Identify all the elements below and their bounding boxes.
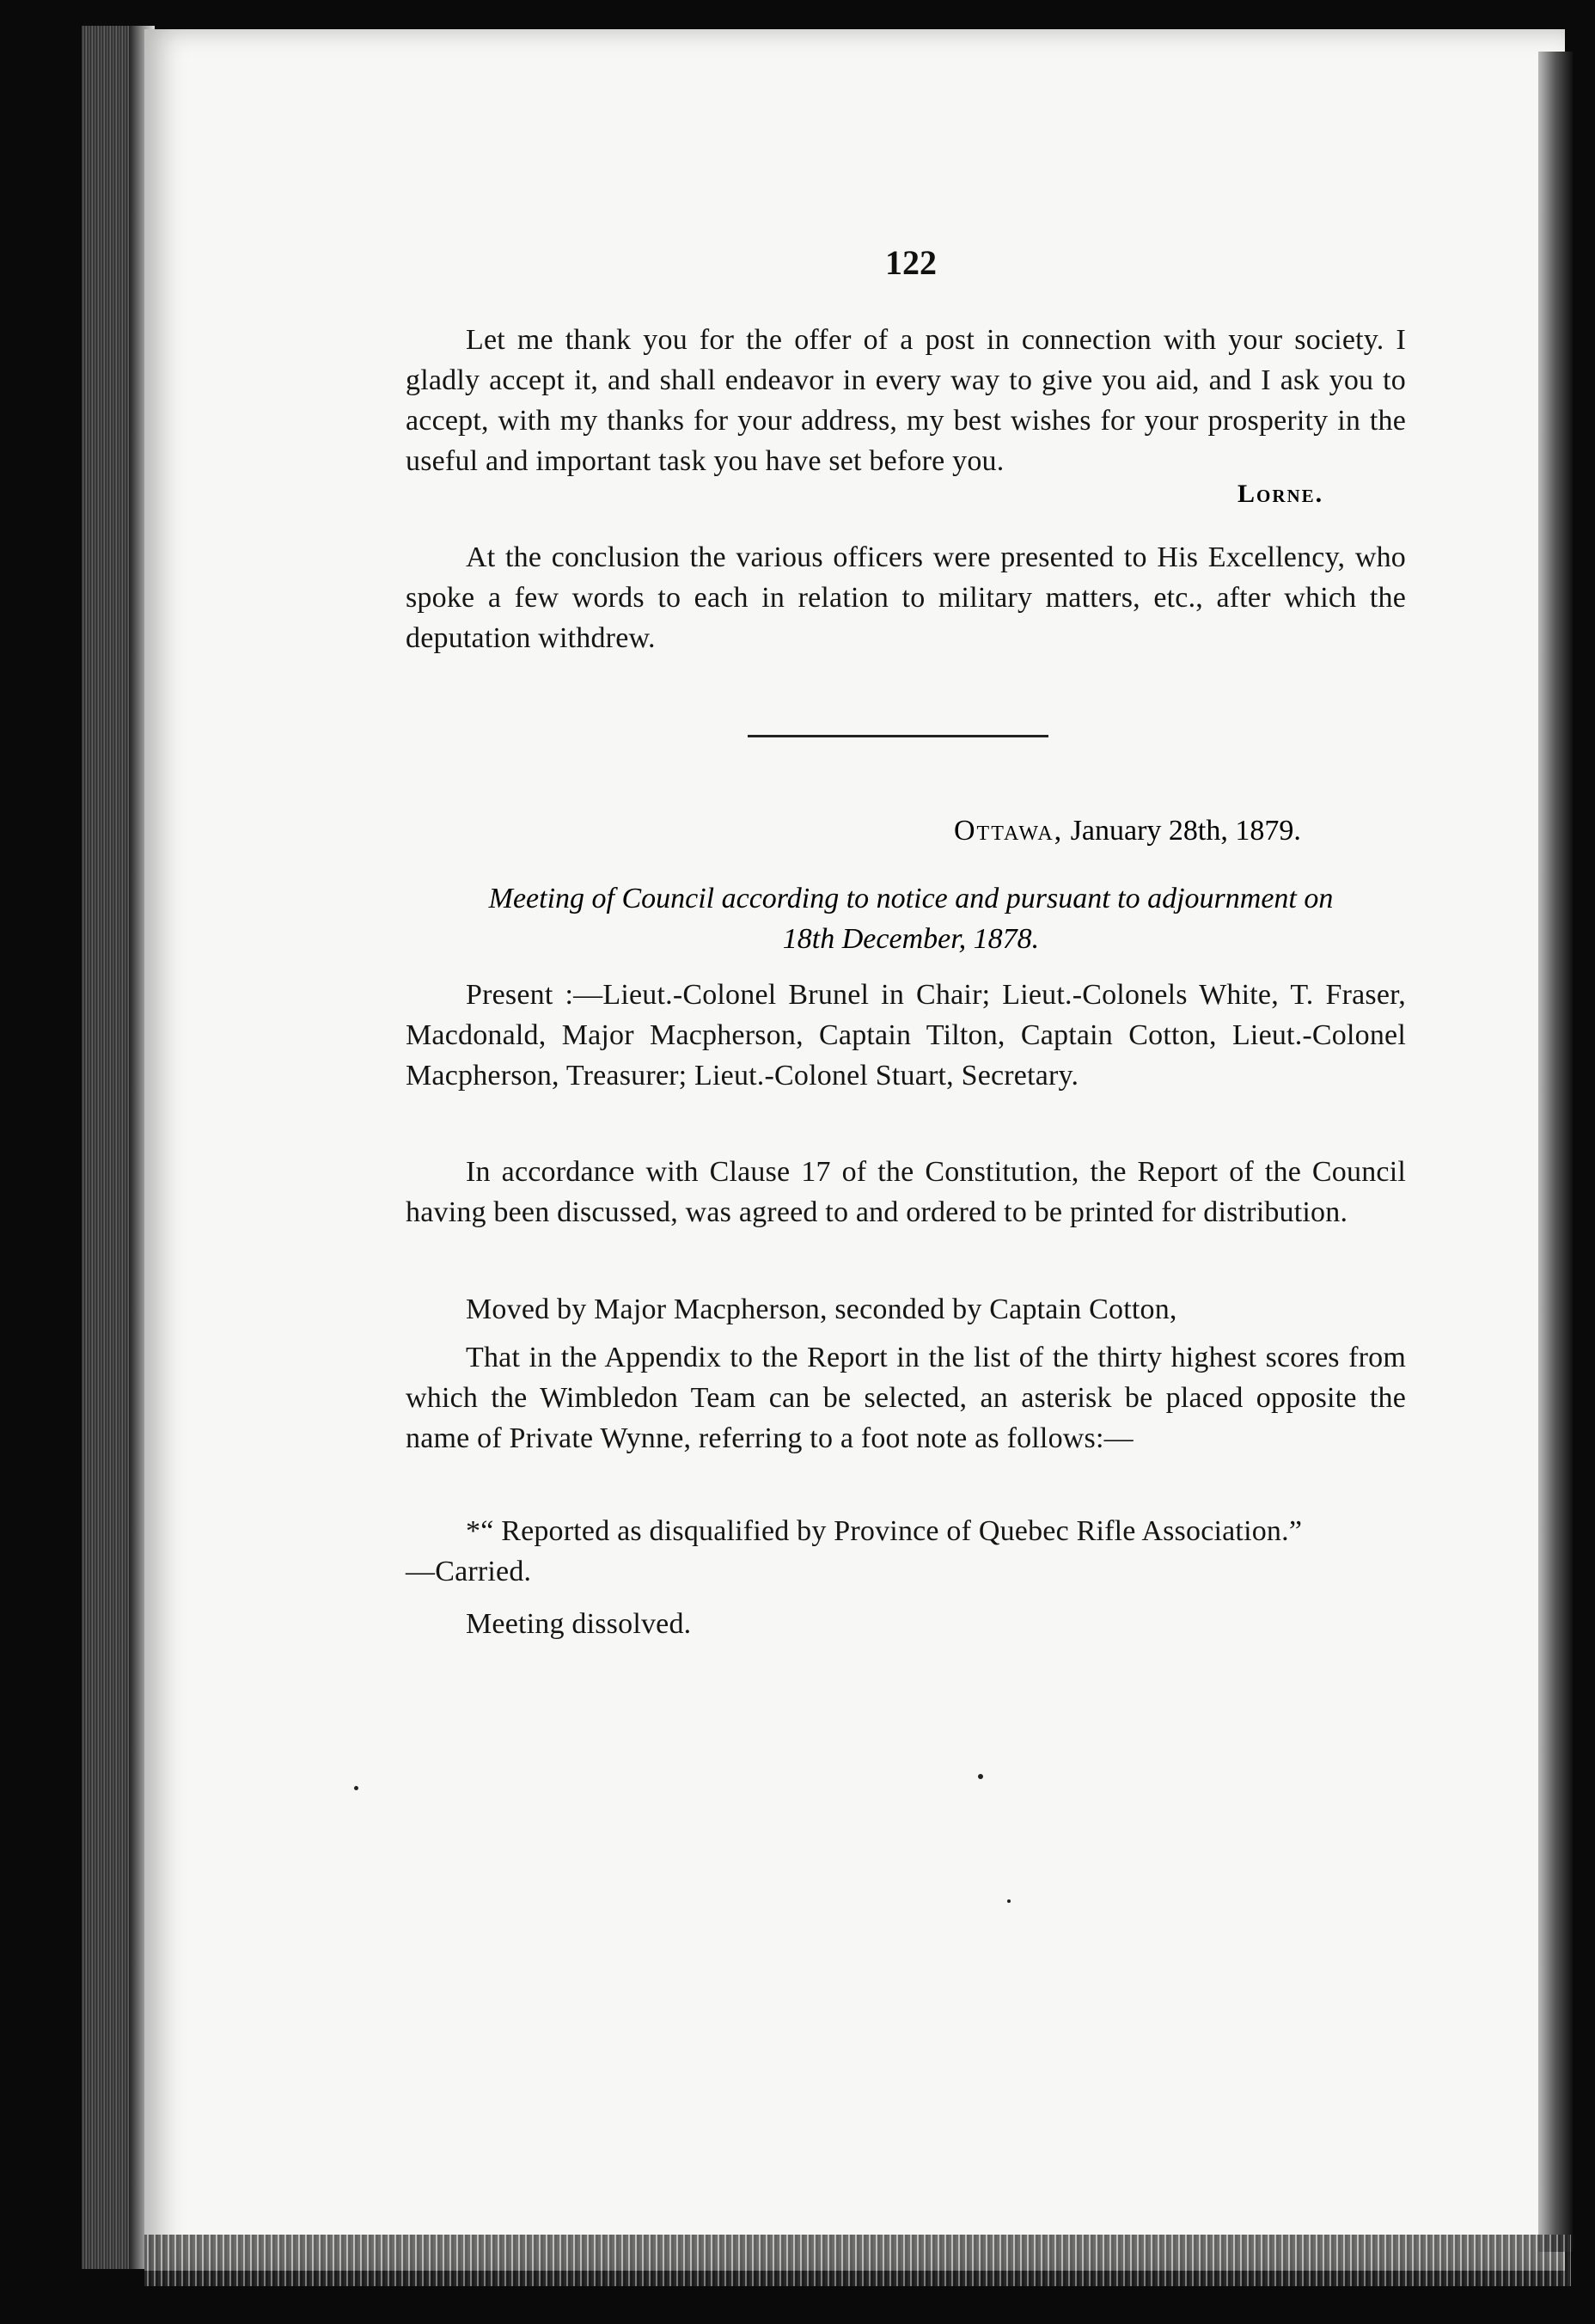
- dateline-date: January 28th, 1879.: [1070, 815, 1301, 847]
- carried-text: —Carried.: [406, 1556, 532, 1587]
- meeting-heading-line2: 18th December, 1878.: [782, 923, 1040, 955]
- letter-paragraph: [406, 320, 1406, 481]
- section-divider: [748, 735, 1048, 737]
- footnote-paragraph: [406, 1511, 1406, 1592]
- resolution-paragraph: [406, 1337, 1406, 1459]
- clause-paragraph: [406, 1152, 1406, 1232]
- present-text: Present :—Lieut.-Colonel Brunel in Chair; Lieut.-Colonels White, T. Fraser, Macdonald, Major Macpherson, Captain Tilton, Captain Cotton, Lieut.-Colonel Macpherson, Treasurer; Lieut.-Colonel Stuart, Secretary.: [406, 979, 1406, 1092]
- dissolved-paragraph: [406, 1604, 1406, 1644]
- signature-lorne: Lorne.: [1238, 480, 1324, 508]
- page-number: 122: [885, 243, 937, 282]
- print-speck: [354, 1786, 358, 1790]
- footnote-quote: *“ Reported as disqualified by Province of Quebec Rifle Association.”: [466, 1515, 1303, 1547]
- dateline: [954, 815, 1301, 847]
- print-speck: [978, 1774, 983, 1779]
- print-speck: [1007, 1899, 1011, 1903]
- meeting-heading-line1: Meeting of Council according to notice and pursuant to adjournment on: [488, 883, 1334, 914]
- page-right-edge: [1538, 52, 1573, 2252]
- dissolved-text: Meeting dissolved.: [466, 1608, 692, 1640]
- resolution-text: That in the Appendix to the Report in the list of the thirty highest scores from which the Wimbledon Team can be selected, an asterisk be placed opposite the name of Private Wynne, referring to a foot note as follows:—: [406, 1342, 1406, 1454]
- conclusion-paragraph: [406, 537, 1406, 658]
- conclusion-text: At the conclusion the various officers were presented to His Excellency, who spoke a few words to each in relation to military matters, etc., after which the deputation withdrew.: [406, 541, 1406, 654]
- present-paragraph: [406, 975, 1406, 1096]
- letter-text: Let me thank you for the offer of a post in connection with your society. I gladly accept it, and shall endeavor in every way to give you aid, and I ask you to accept, with my thanks for your address, my best wishes for your prosperity in the useful and important task you have set before you.: [406, 324, 1406, 477]
- moved-text: Moved by Major Macpherson, seconded by Captain Cotton,: [466, 1293, 1177, 1325]
- clause-text: In accordance with Clause 17 of the Constitution, the Report of the Council having been discussed, was agreed to and ordered to be printed for distribution.: [406, 1156, 1406, 1228]
- dateline-city: Ottawa,: [954, 815, 1064, 847]
- page-bottom-edge: [144, 2235, 1571, 2286]
- meeting-heading: [412, 878, 1409, 959]
- moved-paragraph: [406, 1289, 1406, 1330]
